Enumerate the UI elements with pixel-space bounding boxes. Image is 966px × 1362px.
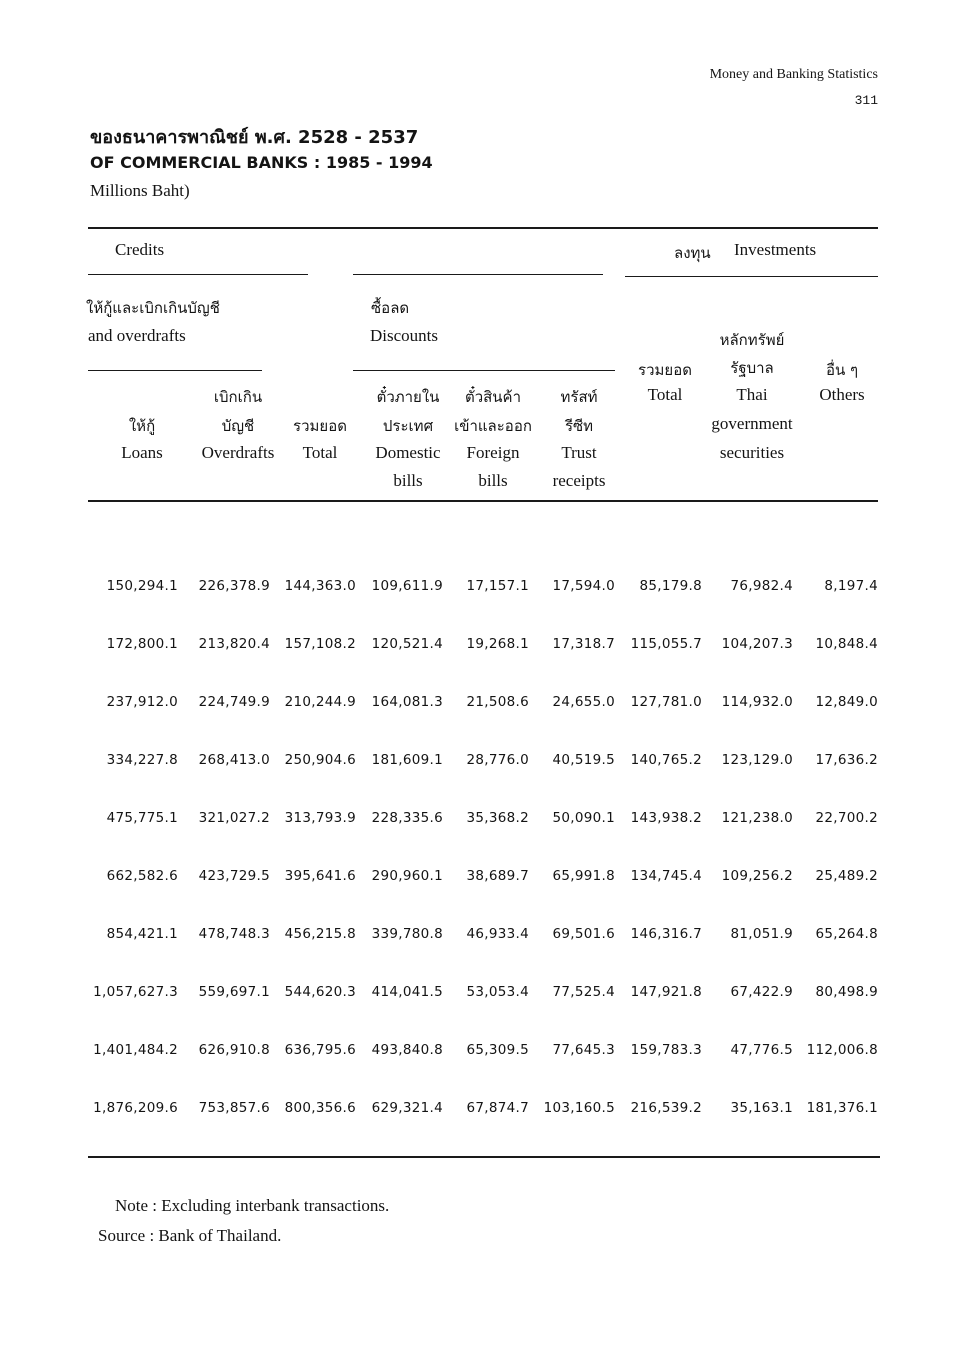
cell-loans: 662,582.6 <box>106 868 178 884</box>
cell-overdrafts: 626,910.8 <box>198 1042 270 1058</box>
cell-others: 12,849.0 <box>815 694 878 710</box>
cell-domestic-bills: 493,840.8 <box>371 1042 443 1058</box>
cell-investment-total: 115,055.7 <box>630 636 702 652</box>
cell-foreign-bills: 19,268.1 <box>466 636 529 652</box>
cell-loans: 1,057,627.3 <box>93 984 178 1000</box>
table-title-english: OF COMMERCIAL BANKS : 1985 - 1994 <box>90 153 433 172</box>
cell-others: 8,197.4 <box>824 578 878 594</box>
investments-rule <box>625 276 878 277</box>
cell-loans: 475,775.1 <box>106 810 178 826</box>
cell-domestic-bills: 290,960.1 <box>371 868 443 884</box>
cell-investment-total: 140,765.2 <box>630 752 702 768</box>
col-investment-total-thai: รวมยอด <box>638 361 692 379</box>
col-overdrafts-thai-1: เบิกเกิน <box>213 388 263 406</box>
cell-gov-securities: 123,129.0 <box>721 752 793 768</box>
header-discounts: Discounts <box>370 326 438 345</box>
cell-overdrafts: 224,749.9 <box>198 694 270 710</box>
cell-foreign-bills: 65,309.5 <box>466 1042 529 1058</box>
col-loans: Loans <box>121 443 163 462</box>
discounts-subrule <box>353 370 615 371</box>
cell-investment-total: 134,745.4 <box>630 868 702 884</box>
running-head: Money and Banking Statistics <box>709 67 878 82</box>
header-bottom-rule <box>88 500 878 502</box>
col-gov-securities: Thai <box>736 385 768 404</box>
cell-others: 80,498.9 <box>815 984 878 1000</box>
cell-gov-securities: 114,932.0 <box>721 694 793 710</box>
credits-rule-right <box>353 274 603 275</box>
cell-credit-total: 395,641.6 <box>284 868 356 884</box>
col-trust-2: receipts <box>552 471 606 490</box>
cell-loans: 854,421.1 <box>106 926 178 942</box>
cell-trust-receipts: 40,519.5 <box>552 752 615 768</box>
cell-credit-total: 800,356.6 <box>284 1100 356 1116</box>
cell-domestic-bills: 228,335.6 <box>371 810 443 826</box>
col-trust: Trust <box>561 443 597 462</box>
cell-investment-total: 159,783.3 <box>630 1042 702 1058</box>
col-foreign-thai-2: เข้าและออก <box>454 417 532 435</box>
col-trust-thai-1: ทรัสท์ <box>560 388 598 406</box>
cell-gov-securities: 81,051.9 <box>730 926 793 942</box>
cell-credit-total: 144,363.0 <box>284 578 356 594</box>
table-bottom-rule <box>88 1156 880 1158</box>
cell-foreign-bills: 35,368.2 <box>466 810 529 826</box>
cell-domestic-bills: 339,780.8 <box>371 926 443 942</box>
cell-gov-securities: 121,238.0 <box>721 810 793 826</box>
cell-overdrafts: 268,413.0 <box>198 752 270 768</box>
cell-foreign-bills: 17,157.1 <box>466 578 529 594</box>
cell-loans: 150,294.1 <box>106 578 178 594</box>
cell-gov-securities: 35,163.1 <box>730 1100 793 1116</box>
cell-investment-total: 127,781.0 <box>630 694 702 710</box>
cell-others: 65,264.8 <box>815 926 878 942</box>
header-investments: Investments <box>734 240 817 259</box>
cell-credit-total: 456,215.8 <box>284 926 356 942</box>
col-credit-total-thai: รวมยอด <box>293 417 347 435</box>
cell-loans: 1,401,484.2 <box>93 1042 178 1058</box>
cell-trust-receipts: 103,160.5 <box>543 1100 615 1116</box>
cell-others: 181,376.1 <box>806 1100 878 1116</box>
col-gov-securities-2: government <box>711 414 793 433</box>
col-overdrafts-thai-2: บัญชี <box>221 417 255 435</box>
col-trust-thai-2: รีซีท <box>564 417 594 435</box>
cell-credit-total: 313,793.9 <box>284 810 356 826</box>
cell-foreign-bills: 46,933.4 <box>466 926 529 942</box>
cell-credit-total: 250,904.6 <box>284 752 356 768</box>
loans-subrule <box>88 370 262 371</box>
cell-trust-receipts: 77,645.3 <box>552 1042 615 1058</box>
page-number: 311 <box>854 93 878 108</box>
col-domestic: Domestic <box>375 443 441 462</box>
cell-foreign-bills: 38,689.7 <box>466 868 529 884</box>
col-loans-thai: ให้กู้ <box>128 417 156 435</box>
col-others: Others <box>819 385 865 404</box>
col-credit-total: Total <box>302 443 338 462</box>
col-gov-securities-thai-2: รัฐบาล <box>730 359 774 377</box>
col-domestic-thai-2: ประเทศ <box>382 417 434 435</box>
cell-investment-total: 143,938.2 <box>630 810 702 826</box>
col-domestic-thai-1: ตั๋วภายใน <box>376 388 440 406</box>
header-discounts-thai: ซื้อลด <box>371 299 410 317</box>
cell-credit-total: 210,244.9 <box>284 694 356 710</box>
cell-investment-total: 147,921.8 <box>630 984 702 1000</box>
header-loans-overdrafts-thai: ให้กู้และเบิกเกินบัญชี <box>86 299 220 317</box>
cell-trust-receipts: 24,655.0 <box>552 694 615 710</box>
table-title-thai: ของธนาคารพาณิชย์ พ.ศ. 2528 - 2537 <box>90 127 419 148</box>
cell-loans: 1,876,209.6 <box>93 1100 178 1116</box>
cell-loans: 237,912.0 <box>106 694 178 710</box>
header-loans-overdrafts: and overdrafts <box>88 326 186 345</box>
cell-domestic-bills: 414,041.5 <box>371 984 443 1000</box>
col-investment-total: Total <box>647 385 683 404</box>
cell-trust-receipts: 17,594.0 <box>552 578 615 594</box>
cell-others: 17,636.2 <box>815 752 878 768</box>
cell-investment-total: 216,539.2 <box>630 1100 702 1116</box>
cell-investment-total: 146,316.7 <box>630 926 702 942</box>
header-credits: Credits <box>115 240 165 259</box>
cell-trust-receipts: 77,525.4 <box>552 984 615 1000</box>
cell-loans: 172,800.1 <box>106 636 178 652</box>
cell-overdrafts: 478,748.3 <box>198 926 270 942</box>
col-others-thai: อื่น ๆ <box>825 361 859 379</box>
cell-foreign-bills: 28,776.0 <box>466 752 529 768</box>
col-foreign: Foreign <box>466 443 520 462</box>
col-domestic-2: bills <box>393 471 423 490</box>
cell-gov-securities: 47,776.5 <box>730 1042 793 1058</box>
cell-credit-total: 636,795.6 <box>284 1042 356 1058</box>
cell-trust-receipts: 50,090.1 <box>552 810 615 826</box>
cell-trust-receipts: 69,501.6 <box>552 926 615 942</box>
cell-domestic-bills: 629,321.4 <box>371 1100 443 1116</box>
col-gov-securities-thai-1: หลักทรัพย์ <box>719 331 785 349</box>
cell-others: 10,848.4 <box>815 636 878 652</box>
col-gov-securities-3: securities <box>719 443 785 462</box>
cell-credit-total: 157,108.2 <box>284 636 356 652</box>
cell-trust-receipts: 17,318.7 <box>552 636 615 652</box>
cell-overdrafts: 753,857.6 <box>198 1100 270 1116</box>
table-top-rule <box>88 227 878 229</box>
cell-overdrafts: 559,697.1 <box>198 984 270 1000</box>
cell-overdrafts: 226,378.9 <box>198 578 270 594</box>
cell-overdrafts: 213,820.4 <box>198 636 270 652</box>
cell-others: 22,700.2 <box>815 810 878 826</box>
cell-domestic-bills: 164,081.3 <box>371 694 443 710</box>
cell-others: 112,006.8 <box>806 1042 878 1058</box>
cell-credit-total: 544,620.3 <box>284 984 356 1000</box>
col-overdrafts: Overdrafts <box>201 443 275 462</box>
cell-overdrafts: 321,027.2 <box>198 810 270 826</box>
table-source: Source : Bank of Thailand. <box>98 1226 282 1245</box>
cell-trust-receipts: 65,991.8 <box>552 868 615 884</box>
cell-gov-securities: 67,422.9 <box>730 984 793 1000</box>
cell-domestic-bills: 109,611.9 <box>371 578 443 594</box>
credits-rule-left <box>88 274 308 275</box>
cell-others: 25,489.2 <box>815 868 878 884</box>
table-unit: Millions Baht) <box>90 181 190 200</box>
col-foreign-thai-1: ตั๋วสินค้า <box>464 388 522 406</box>
cell-foreign-bills: 53,053.4 <box>466 984 529 1000</box>
cell-gov-securities: 104,207.3 <box>721 636 793 652</box>
cell-loans: 334,227.8 <box>106 752 178 768</box>
cell-overdrafts: 423,729.5 <box>198 868 270 884</box>
cell-gov-securities: 109,256.2 <box>721 868 793 884</box>
cell-domestic-bills: 120,521.4 <box>371 636 443 652</box>
header-investments-thai: ลงทุน <box>674 244 711 262</box>
col-foreign-2: bills <box>478 471 508 490</box>
cell-foreign-bills: 67,874.7 <box>466 1100 529 1116</box>
table-note: Note : Excluding interbank transactions. <box>115 1196 390 1215</box>
cell-foreign-bills: 21,508.6 <box>466 694 529 710</box>
cell-domestic-bills: 181,609.1 <box>371 752 443 768</box>
cell-investment-total: 85,179.8 <box>639 578 702 594</box>
cell-gov-securities: 76,982.4 <box>730 578 793 594</box>
